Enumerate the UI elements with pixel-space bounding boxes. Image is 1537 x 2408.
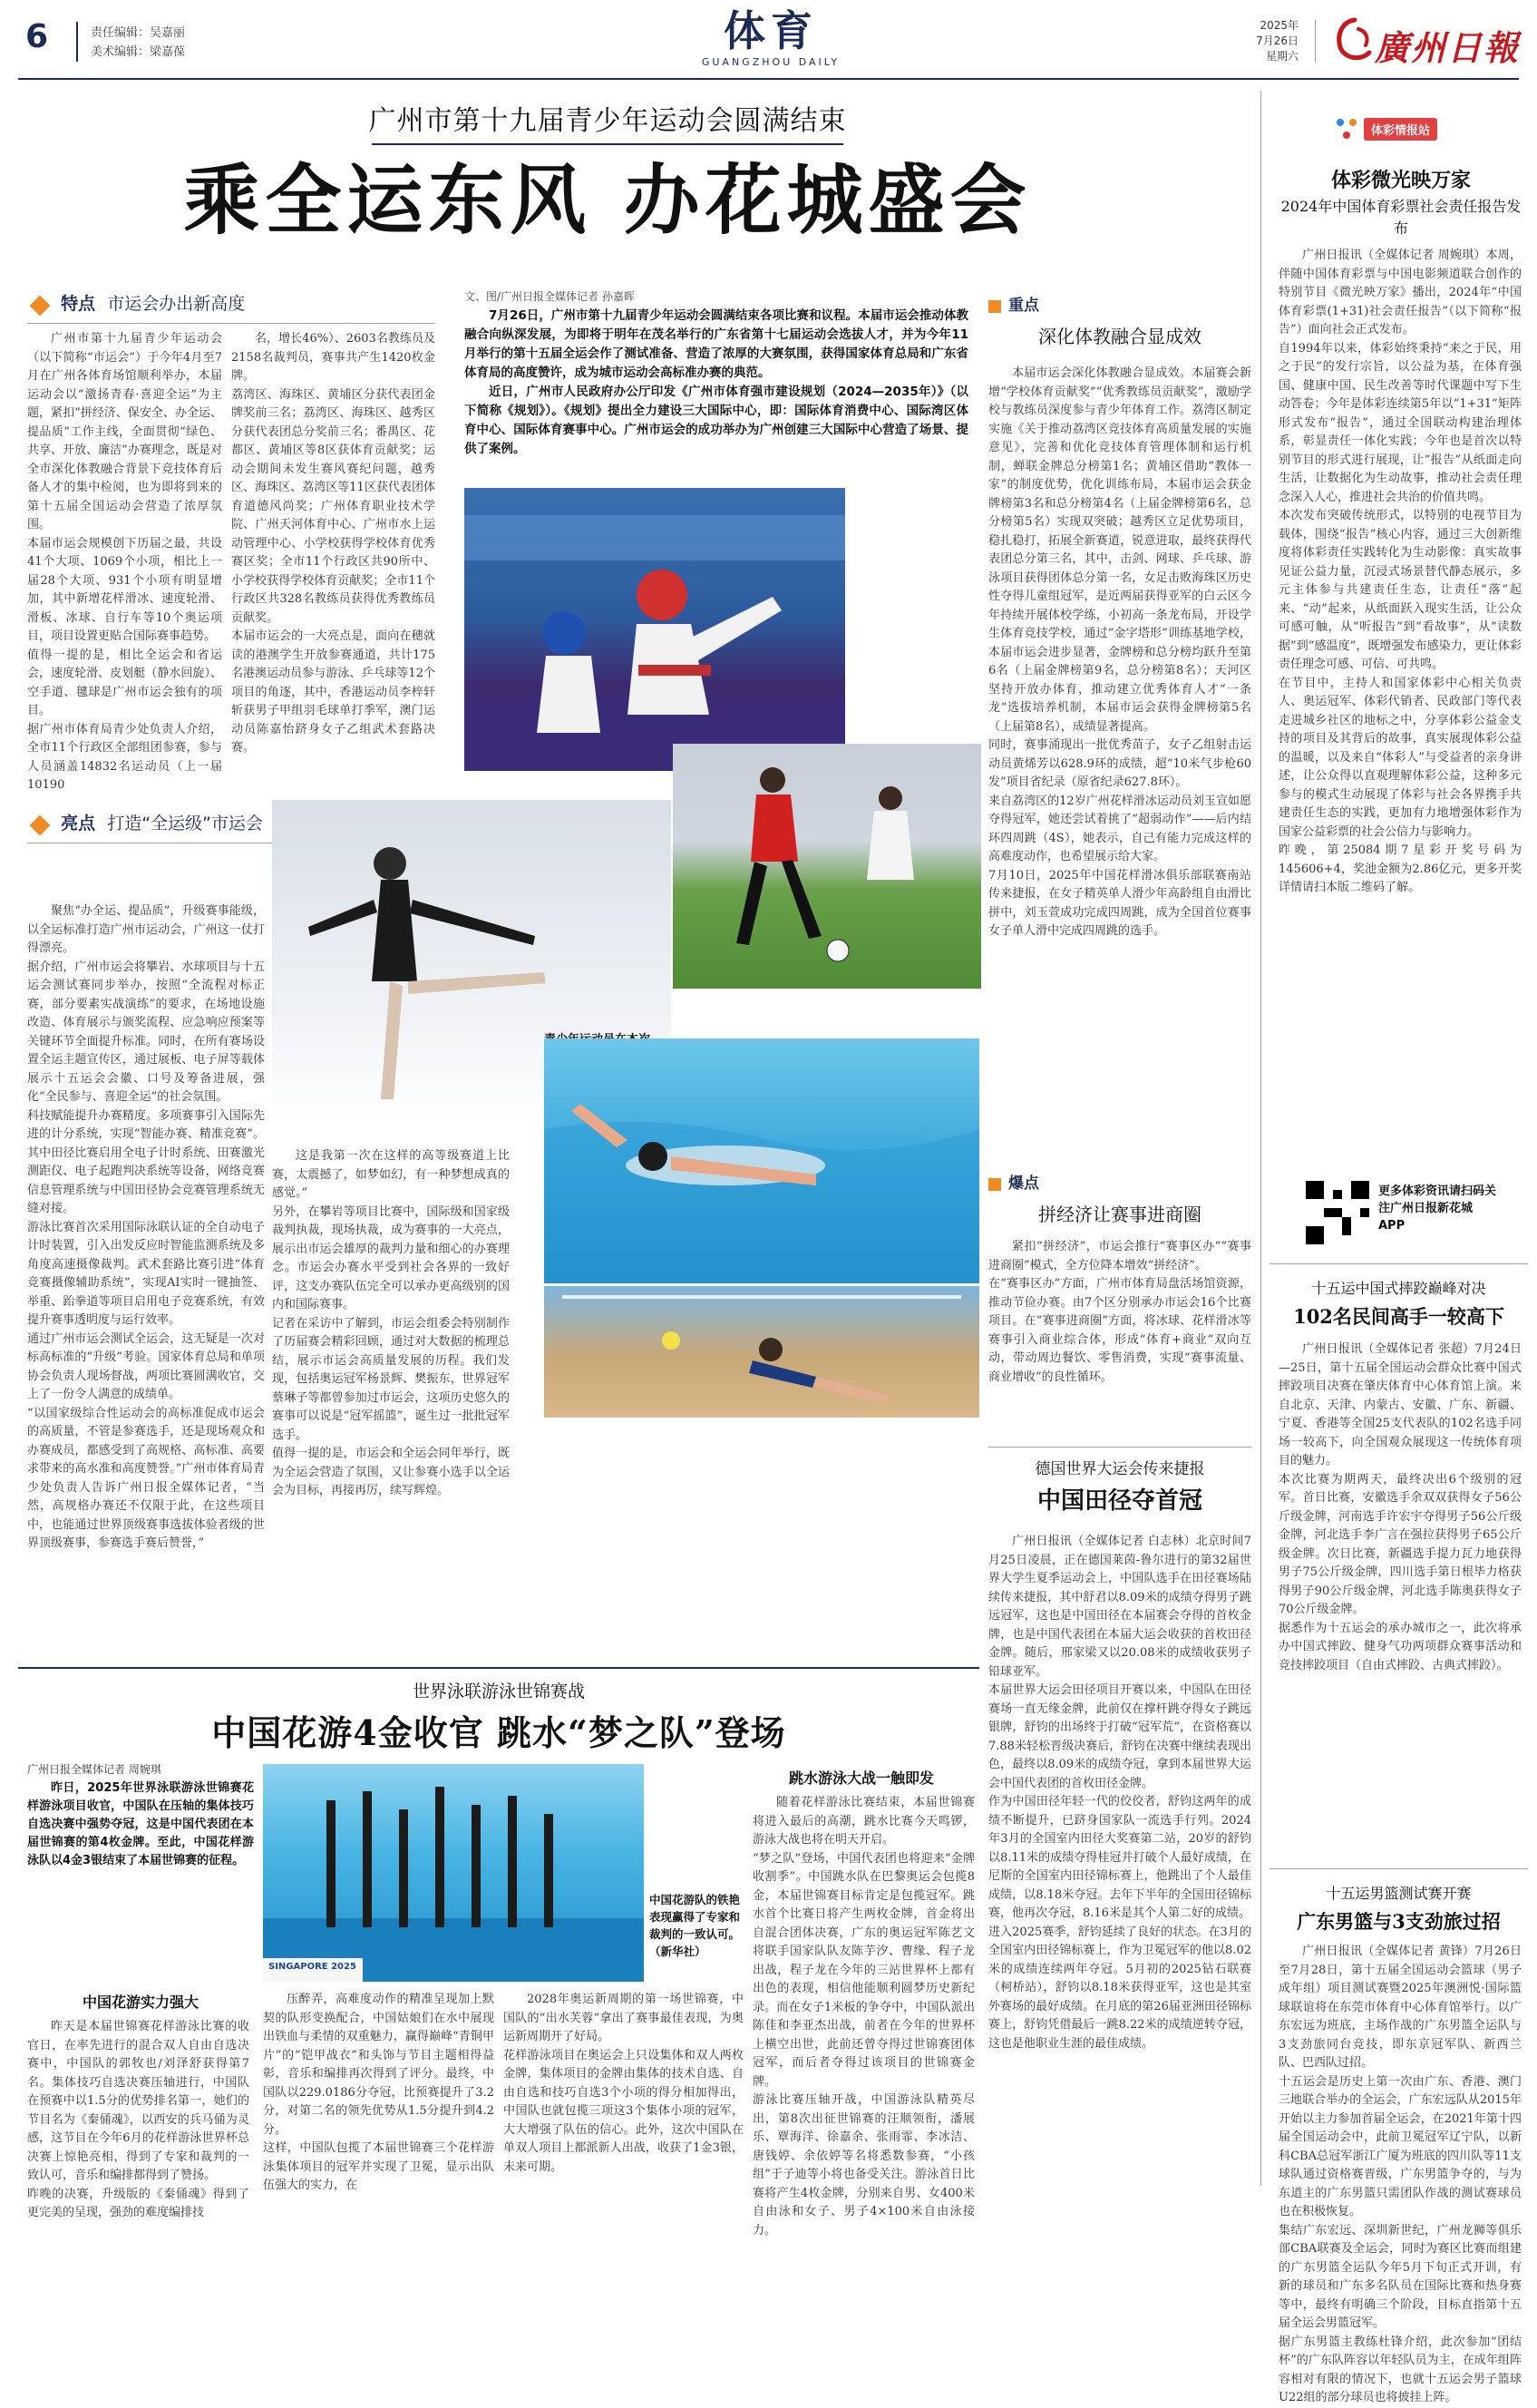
section4-header (988, 1170, 1251, 1226)
section3-tag: 重点 (1008, 297, 1039, 315)
swim-photo-caption: 中国花游队的铁艳表现赢得了专家和裁判的一致认可。（新华社） (649, 1893, 741, 1958)
diamond-icon (30, 295, 51, 316)
section1-col2: 名，增长46%）、2603名教练员及2158名裁判员，赛事共产生1420枚金牌。 荔湾区、海珠区、黄埔区分获代表团金牌奖前三名；荔湾区、海珠区、越秀区分获代表团总分奖前三名；番禺区、花都区、黄埔区等8区获体育贡献奖；运动会期间未发生赛风赛纪问题，越秀区、海珠区、荔湾区等11区获代表团体育道德风尚奖；广州体育职业技术学院、广州天河体育中心、广州市水上运动管理中心、小学校获得学校体育优秀赛区奖；全市11个行政区共90所中、小学校获得学校体育贡献奖；全市11个行政区共328名教练员获得优秀教练员贡献奖。 本届市运会的一大亮点是，面向在穗就读的港澳学生开放参赛通道，共计175名港澳运动员参与游泳、乒乓球等12个项目的角逐，其中，香港运动员李梓轩斩获男子甲组羽毛球单打季军，澳门运动员陈嘉怡跻身女子乙组武术套路决赛。 (231, 332, 435, 755)
taekwondo-illustration (464, 488, 845, 771)
r1-subtitle: 2024年中国体育彩票社会责任报告发布 (1280, 198, 1522, 237)
swim-sub2: 跳水游泳大战一触即发 (788, 1769, 934, 1787)
main-headline: 乘全运东风 办花城盛会 (183, 155, 1032, 245)
swim-lead: 昨日，2025年世界泳联游泳世锦赛花样游泳项目收官，中国队在压轴的集体技巧自选决赛中强势夺冠，这是中国代表团在本届世锦赛的第4枚金牌。至此，中国花样游泳队以4金3银结束了本届世锦赛的征程。 (27, 1781, 254, 1867)
section1-rule (27, 323, 435, 324)
r1-title: 体彩微光映万家 (1330, 169, 1471, 192)
swim-col4: 随着花样游泳比赛结束，本届世锦赛将进入最后的高潮，跳水比赛今天鸣锣，游泳大战也将在明天开启。 “梦之队”登场，中国代表团也将迎来“金牌收割季”。中国跳水队在巴黎奥运会包揽8金，本届世锦赛目标肯定是包揽冠军。跳水首个比赛日将产生两枚金牌，首金将出自混合团体决赛，广东的奥运冠军陈艺文将联手国家队队友陈芋汐、曹缘、程子龙出战，程子龙在今年的三站世界杯上都有出色的表现，相信他能顺利圆梦历史新纪录。而在女子1米板的争夺中，中国队派出陈佳和李亚杰出战，前者在今年的世界杯上横空出世，此前还曾夺得过世锦赛团体冠军，而后者夺得过该项目的世锦赛金牌。 游泳比赛压轴开战，中国游泳队精英尽出，第8次出征世锦赛的汪顺领衔，潘展乐、覃海洋、徐嘉余、张雨霏、李冰洁、唐钱婷、余依婷等名将悉数参赛，“小孩组”于子迪等小将也备受关注。游泳首日比赛将产生4枚金牌，分别来自男、女400米自由泳和女子、男子4×100米自由泳接力。 (753, 1796, 975, 2237)
athletics-separator (988, 1447, 1251, 1448)
section4-tag: 爆点 (1008, 1175, 1039, 1193)
lead-box (464, 288, 968, 486)
soccer-illustration (673, 744, 981, 989)
paper-logo-icon (1333, 16, 1376, 63)
lead-paragraph-2: 近日，广州市人民政府办公厅印发《广州市体育强市建设规划（2024—2035年）》（以下简称《规划》）。《规划》提出全力建设三大国际中心，即：国际体育消费中心、国际湾区体育中心、国际体育赛事中心。广州市运会的成功举办为广州创建三大国际中心营造了场景、提供了案例。 (464, 385, 968, 456)
section3-title: 深化体教融合显成效 (1038, 326, 1201, 347)
r3-kicker: 十五运男篮测试赛开赛 (1326, 1885, 1472, 1902)
pool-sign: SINGAPORE 2025 (268, 1962, 356, 1972)
section-title: 体育 (724, 6, 818, 55)
r2-title: 102名民间高手一较高下 (1293, 1305, 1504, 1328)
swim-byline: 广州日报全媒体记者 周婉琪 (27, 1763, 161, 1776)
swim-col3: 2028年奥运新周期的第一场世锦赛，中国队的“出水芙蓉”拿出了赛事最佳表现，为奥运新周期开了好局。 花样游泳项目在奥运会上只设集体和双人两枚金牌，集体项目的金牌由集体的技术自选、自由自选和技巧自选3个小项的得分相加得出，中国队也就包揽三项这3个集体小项的冠军，大大增强了队伍的信心。此外，这次中国队在单双人项目上都派新人出战，收获了1金3银，未来可期。 (503, 1993, 744, 2174)
page-header (0, 0, 1537, 80)
section1-title: 市运会办出新高度 (107, 294, 246, 314)
right-separator-2 (1269, 1868, 1528, 1869)
section3-header (988, 292, 1251, 348)
issue-date (1244, 18, 1299, 64)
lottery-star-icon (1333, 115, 1360, 142)
r2-body: 广州日报讯（全媒体记者 张超）7月24日—25日，第十五届全国运动会群众比赛中国式摔跤项目决赛在肇庆体育中心体育馆上演。来自北京、天津、内蒙古、安徽、广东、新疆、宁夏、香港等全国25支代表队的102名选手同场一较高下，向全国观众展现这一传统体育项目的魅力。 本次比赛为期两天，最终决出6个级别的冠军。首日比赛，安徽选手余双双获得女子56公斤级金牌，河南选手许宏宇夺得男子56公斤级金牌，河北选手李广言在强拉获得男子65公斤级金牌。次日比赛，新疆选手提力瓦力地获得男子75公斤级金牌，四川选手第日根毕力格获得男子90公斤级金牌，河北选手陈奥获得女子70公斤级金牌。 据悉作为十五运会的承办城市之一，此次将承办中国式摔跤、健身气功两项群众赛事活动和竞技摔跤项目（自由式摔跤、古典式摔跤）。 (1279, 1342, 1522, 1672)
photo-swimmer (544, 1038, 979, 1283)
swim-sub1: 中国花游实力强大 (82, 1994, 199, 2011)
artistic-swim-illustration (263, 1764, 644, 1982)
photo-artistic-swimming (263, 1764, 644, 1982)
r1-body: 广州日报讯（全媒体记者 周婉琪）本周，伴随中国体育彩票与中国电影频道联合创作的特别节目《微光映万家》播出，2024年“中国体育彩票(1+31)社会责任报告”（以下简称“报告”）面向社会正式发布。 自1994年以来，体彩始终秉持“来之于民，用之于民”的发行宗旨，以公益为基，在体育强国、健康中国、民生改善等时代课题中写下生动答卷；今年是体彩连续第5年以“1+31”矩阵形式发布“报告”，通过全国联动构建治理体系，彰显责任一体化实践；今年也是首次以特别节目的形式进行展现，让“报告”从纸面走向生活，让数据化为生动故事，推动社会责任理念深入人心，推进社会共治的价值共鸣。 本次发布突破传统形式，以特别的电视节目为载体，围绕“报告”核心内容，通过三大创新维度将体彩责任实践转化为生动影像：真实故事见证公益力量，沉浸式场景替代静态展示，多元主体参与共建责任生态，让责任“落”起来、“动”起来，从纸面跃入现实生活，让公众可感可触，从“听报告”到“看故事”，从“读数据”到“感温度”，既增强发布感染力，更让体彩责任理念可感、可信、可共鸣。 在节目中，主持人和国家体彩中心相关负责人、奥运冠军、体彩代销者、民政部门等代表走进城乡社区的地标之中，分享体彩公益金支持的项目及其背后的故事，真实展现体彩公益的温暖，以及来自“体彩人”与受益者的亲身讲述，让公众得以直观理解体彩公益，这种多元参与的模式生动展现了体彩与社会各界携手共建责任生态的实践，更加有力地增强体彩作为国家公益彩票的社会公信力与影响力。 昨晚，第25084期7星彩开奖号码为145606+4，奖池金额为2.86亿元，更多开奖详情请扫本版二维码了解。 (1279, 249, 1522, 894)
section4-body: 紧扣“拼经济”，市运会推行“赛事区办”“赛事进商圈”模式，全方位降本增效“拼经济”。 在“赛事区办”方面，广州市体育局盘活场馆资源，推动节俭办赛。由7个区分别承办市运会16个比赛项目。在“赛事进商圈”方面，将冰球、花样滑冰等赛事引入商业综合体，形成“体育+商业”双向互动，带动周边餐饮、零售消费，实现“赛事流量、商业增收”的良性循环。 (988, 1240, 1251, 1384)
swim-col1: 昨天是本届世锦赛花样游泳比赛的收官日，在率先进行的混合双人自由自选决赛中，中国队的郭牧也/刘泽舒获得第7名。集体技巧自选决赛压轴进行，中国队在预赛中以1.5分的优势排名第一，她们的节目名为《秦俑魂》，以西安的兵马俑为灵感，这节目在今年6月的花样游泳世界杯总决赛上惊艳亮相，得到了专家和裁判的一致认可，音乐和编排都得到了赞扬。 昨晚的决赛，升级版的《秦俑魂》得到了更完美的呈现，强劲的难度编排技 (27, 2020, 249, 2219)
editor-line-1: 责任编辑：吴嘉丽 (91, 26, 186, 40)
qr-box (1306, 1179, 1505, 1248)
diamond-icon (30, 814, 51, 835)
section3-body: 本届市运会深化体教融合显成效。本届赛会新增“学校体育贡献奖”“优秀教练员贡献奖”，激励学校与教练员深度参与青少年体育工作。荔湾区制定实施《关于推动荔湾区竞技体育高质量发展的实施意见》，完善和优化竞技体育管理体制和运行机制，蝉联金牌总分榜第1名；黄埔区借助“教体一家”的制度优势，优化训练布局，本届市运会获金牌榜第3名和总分榜第4名（上届金牌榜第6名，总分榜第5名）实现双突破；越秀区立足优势项目，稳扎稳打，拓展全新赛道，锐意进取，最终获得代表团总分第三名，其中，击剑、网球、乒乓球、游泳项目获得团体总分第一名，女足击败海珠区历史性夺得儿童组冠军，是近两届获得亚军的白云区今年持续开展体校学练，小初高一条龙布局，开设学生体育竞技学校，通过“金字塔形”训练基地学校，本届市运会进步显著，金牌榜和总分榜均跃升至第6名（上届金牌榜第9名，总分榜第8名）；天河区坚持开放办体育，推动建立优秀体育人才“一条龙”选拔培养机制，本届市运会获得金牌榜第5名（上届第8名），成绩显著提高。 同时，赛事涌现出一批优秀苗子，女子乙组射击运动员黄烯芳以628.9环的成绩，超“10米气步枪60发”项目省纪录（原省纪录627.8环）。 来自荔湾区的12岁广州花样滑冰运动员刘玉宣如愿夺得冠军，她还尝试着挑了“超弱动作”——后内结环四周跳（4S），她表示，自己有能力完成这样的高难度动作，也希望展示给大家。 7月10日，2025年中国花样滑冰俱乐部联赛南站传来捷报，在女子精英单人滑少年高龄组自由滑比拼中，刘玉萱成功完成四周跳，成为全国首位赛事女子单人滑中完成四周跳的选手。 (988, 366, 1251, 938)
photo-taekwondo (464, 488, 845, 771)
section1-col1: 广州市第十九届青少年运动会（以下简称“市运会”）于今年4月至7月在广州各体育场馆顺利举办，本届运动会以“激扬青春·喜迎全运”为主题，紧扣“拼经济、保安全、办全运、提品质”工作主线，全面贯彻“绿色、共享、开放、廉洁”办赛理念，既是对全市深化体教融合背景下竞技体育后备人才的集中检阅，也为即将到来的第十五届全国运动会营造了浓厚氛围。 本届市运会规模创下历届之最，共设41个大项、1069个小项，相比上一届28个大项、931个小项有明显增加，其中新增花样滑冰、速度轮滑、滑板、冰球、自行车等10个奥运项目，项目设置更贴合国际赛事趋势。 值得一提的是，相比全运会和省运会，速度轮滑、皮划艇（静水回旋）、空手道、毽球是广州市运会独有的项目。 据广州市体育局青少处负责人介绍，全市11个行政区全部组团参赛，参与人员涵盖14832名运动员（上一届10190 (27, 332, 222, 792)
r3-title: 广东男篮与3支劲旅过招 (1297, 1910, 1501, 1933)
header-rule (18, 78, 1519, 80)
editor-line-2: 美术编辑：梁嘉葆 (91, 45, 186, 59)
volleyball-illustration (544, 1286, 979, 1418)
square-icon (988, 300, 1001, 313)
section2-col1: 聚焦“办全运、提品质”，升级赛事能级，以全运标准打造广州市运动会，广州这一仗打得漂亮。 据介绍，广州市运会将攀岩、水球项目与十五运会测试赛同步举办，按照“全流程对标正赛，部分要素实战演练”的要求，在场地设施改造、体育展示与颁奖流程、应急响应预案等关键环节全面提升标准。同时，在所有赛场设置全运主题宣传区，通过展板、电子屏等载体展示十五运会会徽、口号及筹备进展，强化“全民参与、喜迎全运”的社会氛围。 科技赋能提升办赛精度。多项赛事引入国际先进的计分系统，实现“智能办赛、精准竞赛”。其中田径比赛启用全电子计时系统、田赛激光测距仪、电子起跑判决系统等设备，网络竞赛信息管理系统与中国田径协会竞赛管理系统无缝对接。 游泳比赛首次采用国际泳联认证的全自动电子计时装置，引入出发反应时智能监测系统及多角度高速摄像裁判。武术套路比赛引进“体育竞赛摄像辅助系统”，实现AI实时一键抽签、举重、跆拳道等项目启用电子竞赛系统，有效提升赛事透明度与运行效率。 通过广州市运会测试全运会，这无疑是一次对标高标准的“升级”考验。国家体育总局和单项协会负责人现场督战，两项比赛圆满收官，交上了一份令人满意的成绩单。 “以国家级综合性运动会的高标准促成市运会的高质量，不管是参赛选手，还是现场观众和办赛成员，都感受到了高规格、高标准、高要求带来的高水准和高度赞誉。”广州市体育局青少处负责人告诉广州日报全媒体记者，“当然，高规格办赛还不仅限于此，在这些项目中，也能通过世界顶级赛事选拔体验者级的世界顶级赛事，参赛选手赛后赞誉，” (27, 904, 265, 1550)
swim-col2: 压醉弄，高难度动作的精准呈现加上默契的队形变换配合，中国姑娘们在水中展现出铁血与柔情的双重魅力，赢得巅峰“青铜甲片”的“铠甲战衣”和头饰与节目主题相得益彰，音乐和编排再次得到了评分。最终，中国队以229.0186分夺冠，比预赛提升了3.2分，对第二名的领先优势从1.5分提升到4.2分。 这样，中国队包揽了本届世锦赛三个花样游泳集体项目的冠军并实现了卫冕，显示出队伍强大的实力，在 (263, 1993, 494, 2192)
square-icon (988, 1178, 1001, 1191)
photo-beach-volleyball (544, 1286, 979, 1418)
photo-soccer (673, 744, 981, 989)
main-kicker: 广州市第十九届青少年运动会圆满结束 (368, 105, 847, 137)
swim-lead-box (27, 1761, 254, 1984)
swim-headline: 中国花游4金收官 跳水“梦之队”登场 (211, 1712, 786, 1753)
section1-tag: 特点 (61, 294, 96, 314)
r3-body: 广州日报讯（全媒体记者 黄锋）7月26日至7月28日，第十五届全国运动会篮球（男子成年组）项目测试赛暨2025年澳洲悦·国际篮球联谊将在东莞市体育中心体育馆举行。以广东宏远为班底，主场作战的广东男篮全运队与3支劲旅同台竞技，即东京冠军队、新西兰队、巴西队过招。 十五运会是历史上第一次由广东、香港、澳门三地联合举办的全运会，广东宏远队从2015年开始以主力参加首届全运会，在2021年第十四届全国运动会中，此前卫冕冠军辽宁队，以新科CBA总冠军浙江广厦为班底的四川队等11支球队通过资格赛晋级，广东男篮争夺的，与为东道主的广东男篮只需团队作战的测试赛球员也在积极恢复。 集结广东宏远、深圳新世纪，广州龙狮等俱乐部CBA联赛及全运会，同时为赛区比赛而组建的广东男篮全运队今年5月下旬正式开训，有新的球员和广东多名队员在国际比赛和热身赛等中，最终有明确三个阶段，目标直指第十五届全运会男篮冠军。 据广东男篮主教练杜锋介绍，此次参加“团结杯”的广东队阵容以年轻队员为主，在成年组阵容相对有限的情况下，也就十五运会男子篮球U22组的部分球员也将披挂上阵。 (1279, 1945, 1522, 2404)
section4-title: 拼经济让赛事进商圈 (1038, 1204, 1201, 1225)
right-separator-1 (1269, 1263, 1528, 1264)
paper-name: 廣州日報 (1375, 27, 1521, 68)
section2-title: 打造“全运级”市运会 (107, 814, 263, 834)
section-logo (671, 5, 871, 68)
paper-logo (1333, 15, 1523, 68)
page-number: 6 (25, 18, 49, 55)
date-divider (1315, 20, 1316, 62)
date-year: 2025年 (1260, 19, 1299, 32)
section-subtitle: GUANGZHOU DAILY (701, 56, 841, 68)
section2-tag: 亮点 (61, 814, 96, 834)
r2-kicker: 十五运中国式摔跤巅峰对决 (1311, 1280, 1486, 1297)
date-day: 7月26日 (1256, 34, 1299, 47)
kicker-underline (372, 143, 843, 145)
lottery-badge (1333, 116, 1469, 141)
athletics-body: 广州日报讯（全媒体记者 白志林）北京时间7月25日凌晨，正在德国莱茵-鲁尔进行的第32届世界大学生夏季运动会上，中国队选手在田径赛场陆续传来捷报，其中舒君以8.09米的成绩夺得男子跳远冠军，这也是中国田径在本届赛会夺得的首枚金牌，也是中国代表团在本届大运会收获的首枚田径金牌。随后，邢家梁又以20.08米的成绩收获男子铅球亚军。 本届世界大运会田径项目开赛以来，中国队在田径赛场一直无缘金牌，此前仅在撑杆跳夺得女子跳远银牌，舒钧的出场终于打破“冠军荒”，在资格赛以7.88米轻松晋级决赛后，舒钧在决赛中继续表现出色，最终以8.09米的成绩夺冠，拿到本届世界大运会中国代表团的首枚田径金牌。 作为中国田径年轻一代的佼佼者，舒钧这两年的成绩不断提升，已跻身国家队一流选手行列。2024年3月的全国室内田径大奖赛第二站，20岁的舒钧以8.11米的成绩夺得桂冠并打破个人最好成绩，在尼斯的全国室内田径锦标赛上，他跳出了个人最佳成绩，以8.18米夺冠。去年下半年的全国田径锦标赛，他再次夺冠，8.16米是其个人第二好的成绩。 进入2025赛季，舒钧延续了良好的状态。在3月的全国室内田径锦标赛上，作为卫冕冠军的他以8.02米的成绩连续两年夺冠。5月初的2025钻石联赛（柯桥站），舒钧以8.18米获得亚军，这也是其室外赛场的最好成绩。在月底的第26届亚洲田径锦标赛上，舒钧凭借最后一跳8.22米的成绩逆转夺冠，这也是他职业生涯的最佳成绩。 (988, 1535, 1251, 2051)
right-column-divider (1260, 91, 1261, 2186)
swim-kicker: 世界泳联游泳世锦赛战 (412, 1682, 585, 1701)
qr-caption: 更多体彩资讯请扫码关注广州日报新花城APP (1378, 1185, 1497, 1233)
lottery-badge-label: 体彩情报站 (1364, 118, 1437, 141)
header-divider (76, 22, 78, 62)
qr-code-icon[interactable] (1306, 1181, 1369, 1244)
swimmer-illustration (544, 1038, 979, 1283)
lead-paragraph-1: 7月26日，广州市第十九届青少年运动会圆满结束各项比赛和议程。本届市运会推动体教融合向纵深发展，为即将于明年在茂名举行的广东省第十七届运动会选拔人才，并为今年11月举行的第十五届全运会作了测试准备、营造了浓厚的大赛氛围，获得国家体育总局和广东省体育局的高度赞许，成为城市运动会高标准办赛的典范。 (464, 308, 968, 380)
section2-col2: 这是我第一次在这样的高等级赛道上比赛，太震撼了，如梦如幻，有一种梦想成真的感觉。” 另外，在攀岩等项目比赛中，国际级和国家级裁判执裁，现场执裁，成为赛事的一大亮点，展示出市运会雄厚的裁判力量和细心的办赛理念。市运会办赛水平受到社会各界的一致好评，这支办赛队伍完全可以承办更高级别的国内和国际赛事。 记者在采访中了解到，市运会组委会特别制作了历届赛会精彩回顾，通过对大数据的梳理总结，展示市运会高质量发展的历程。我们发现，包括奥运冠军杨景辉、樊振东，世界冠军蔡琳子等都曾参加过市运会，这项历史悠久的赛事可以说是“冠军摇篮”，诞生过一批批冠军选手。 值得一提的是，市运会和全运会同年举行，既为全运会营造了氛围，又让参赛小选手以全运会为目标，再接再厉，续写辉煌。 (272, 1149, 510, 1497)
athletics-title: 中国田径夺首冠 (1036, 1487, 1202, 1515)
swim-section-rule (18, 1667, 979, 1669)
athletics-kicker: 德国世界大运会传来捷报 (1035, 1460, 1205, 1478)
date-weekday: 星期六 (1265, 50, 1299, 63)
lead-byline: 文、图/广州日报全媒体记者 孙嘉晖 (464, 290, 635, 303)
section1-header (33, 290, 432, 327)
